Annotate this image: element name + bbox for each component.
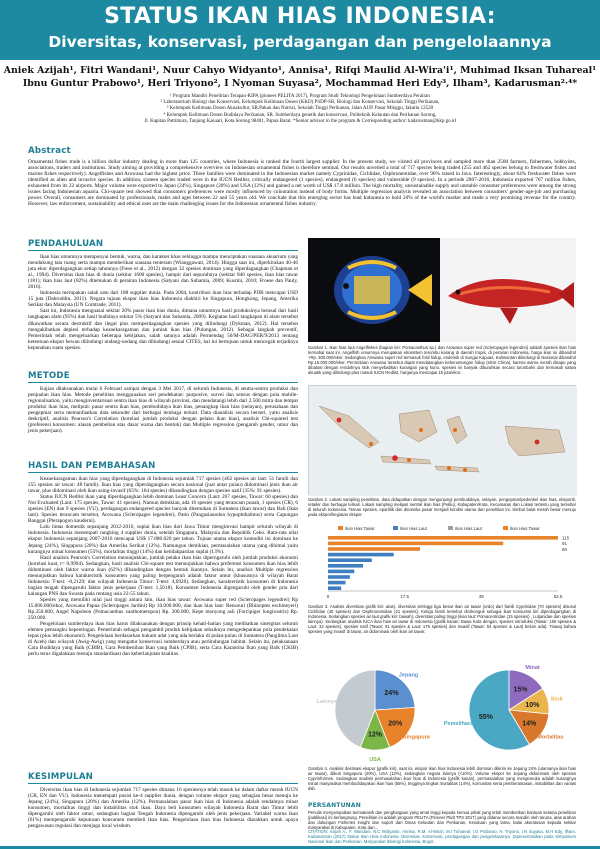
citation-text: CITATION: Azijah A., F. Wandani, N.C Widyanto, Annisa, R.M. Al-Wira'i, M.I Tuhareal, I.G Prabowo, H. Triyono, I.N Suyasa, M.H Edy, Ilham, Kadarusman (2017) Status Ikan Hias Indonesia: Diversitas, konservasi, perdagangan dan pengelolaannya. Dipresentasikan pada Simposium Nasional Ikan dan Perikanan, Masyarakat Iktiologi Indonesia, Bogor. — [308, 829, 576, 844]
hasil-paragraph: Hasil analisis Pearson's Correlation menunjukkan, jumlah pelaku ikan hias diperngaruhi oleh jumlah produksi ekonomi (korelasi kuat, r= 0,9994). Sedangkan, hasil analisis Chi-square test menunjukkan bahwa preferensi konsumen ikan hias lebih didominasi oleh faktor warna ikan (62%) dibandingkan dengan bentuk ikannya. Selain itu, analisis Multiple regression menunjukkan bahwa karakteristik konsumen yang paling berpengaruh adalah faktor umur (khususnya di wilayah Barat Indonesia: T-test: -0,2129; dan wilayah Indonesia Timur: T-test: 4,6920). Sedangkan, karakteristik konsumen di Indonesia bagian tengah dipengaruhi faktor jenis pekerjaan (T-test: 1,5618). Konsumen Indonesia digengaruhi oleh gender pria dari kalangan PNS dan Swasta pada rentang usia 22-55 tahun. — [28, 554, 298, 597]
problems-pie-svg — [442, 655, 576, 765]
data-label: 91 — [562, 541, 568, 547]
section-divider — [28, 472, 298, 473]
hasil-heading: HASIL DAN PEMBAHASAN — [28, 461, 156, 471]
metode-paragraph: Kajian dilaksanakan mulai 6 Februari sampai dengan 3 Mei 2017, di seluruh Indonesia, di sentra-sentra produksi dan penjualan ikan hias. Metode penelitian menggunakan seri pendekatan: purposive, survei dan sensus dengan pola mobile-regionalisation, yaitu menginventarisasi sentra ikan hias di wilayah provinsi, dan mendatangi lebih dari 2.500 mitra dan tempat produksi ikan hias, meliputi: pasar sentra ikan hias, pembudidaya ikan hias, penangkap ikan hias (nelayan), perusahaan dan pengepmar serta memanfaatkan data sekunder dari berbagai lembaga terkait. Data dianalisis secara berseri, yaitu analisis deskriptif, analisis Pearson's Correlation (korelasi jumlah produksi dengan pelaku ikan hias), analisis Chi-squared test (preferensi konsumen: alasan pembelian atas dasar warna dan bentuk) dan Multiple regression (pengaruh gender, umur dan jenis pekerjaan). — [28, 386, 298, 435]
pendahuluan-paragraph: Indonesia merupakan salah satu dari 188 supplier dunia. Pada 2004, kontribusi ikan hias terhadap PDB mencapai USD 15 juta (Dahruddin, 2011). Negara tujuan ekspor ikan hias Indonesia diakhiri ke Singapura, Hongkong, Jepang, Amerika Serikat dan Malaysia (UN Comtrade, 2011). — [28, 290, 298, 309]
angelfish-photo — [308, 238, 440, 342]
bar-chart-svg — [308, 525, 576, 603]
export-pie-chart — [308, 655, 442, 765]
kesimpulan-paragraph: Diversitas ikan hias di Indonesia sejumlah 717 spesies dimana 16 spesiesnya telah masuk ke dalam daftar merah IUCN (CR, EN dan VU). Indonesia menempati posisi ke-4 supplier dunia, dengan volume ekspor yang sebagian besar menuju ke Jepang (24%), Singapura (20%) dan Amerika (12%). Permasalahan pasar ikan hias di Indonesia adalah rendahnya minat konsumen, mortalitas tinggi dan instabilitas stok ikan. Daya beli konsumen wilayah Indonesia Barat dan Timur lebih dipengaruhi oleh faktor umur, sedangkan bagian Tengah Indonesia dipengaruhi oleh jenis pekerjaan. Variabel warna ikan (61%) mempengaruhi keputusan konsumen membeli ikan hias. Pengelolaan ikan hias Indonesia diarahkan untuk upaya pengawasan regulasi dan menjaga local wisdom. — [28, 787, 298, 830]
abstract-text: Ornamental fishes trade is a billion dollar industry dealing in more than 125 countries, where Indonesia is ranked the fourth largest supplier. In the present study, we visited all provinces and sampled more than 2500 farmers, fishermen, hobbyists, associations, traders and institutions. Study aiming at providing a comprehensive overview on Indonesian ornamental fishes is therefore seminal. Our results unveiled a total of 717 species being traded (255 and 462 species belong to freshwater fishes and marine fishes respectively). Angelfishes and Arowana had the highest price. Three families were dominated in the Indonesian market namely Cyprinidae, Cichlidae, Osphronemidae, over 90% raised in Java. Interestingly, about 64% freshwater fishes were identified as alien and invasive species. In addition, sixteen species traded were in the IUCN Redlist, critically endangered (1 species), endangered (6 species) and vulnerable (9 species). In a periode 2007-2016, Indonesia exported 707 million fishes, exhausted from its 22 airports. Major volume were exported to Japan (24%), Singapore (20%) and USA (12%) and gained a net worth of US$ 17.8 million. The high mortality, unsustainable supply and unstable consumer preferences were among the strong issues facing Indonesian aquaria. Chi-square test showed that consumers preferences were mostly influenced by colouration instead of body forms. Multiple regression analysis revealed an association between consumers' gender-age-job and purchasing power. Overall, consumers are dominated by professionals, males and ages between 22 and 55 years old. We conclude that this emerging sector has lead Indonesia to hold 20% of the world's market and made a very promising revenue for the country. However, law enforcement, sustainability and ethical uses are the main challenging issues for the Indonesian ornamental fishes industry. — [28, 159, 576, 208]
pie-category-label: Stok — [550, 696, 563, 703]
pie-value-label: 14% — [522, 720, 537, 728]
author-line-1: Aniek Azijah¹, Fitri Wandani¹, Nuur Cahyo Widyanto¹, Annisa¹, Rifqi Maulid Al-Wira'i¹, Muhimad Iksan Tuhareal¹ — [3, 65, 597, 76]
persantunan-heading: PERSANTUNAN — [308, 802, 361, 809]
affiliation-5: Jl. Kapitan Pattimura, Tanjung Kasuari, Kota Sorong 98401, Papua Barat. *Senior advisor to the program & Corresponding author: kadarusman@kkp.go.id — [144, 118, 456, 124]
legend-swatch — [393, 526, 398, 530]
affiliation-2: ² Laboratorium Biologi dan Konservasi, Kelompok Keilmuan Dosen (KKD) PSDP-SR, Biologi dan Konservasi, Sekolah Tinggi Perikanan, — [160, 100, 440, 106]
export-pie-svg — [308, 655, 442, 765]
angelfish-illustration — [308, 238, 440, 342]
pie-category-label: Minat — [525, 665, 540, 672]
hasil-paragraph: Spesies yang memiliki nilai jual tinggi antara lain, ikan hias tawar: Arowana super red (Scleropages legendrei) Rp 15.000.000/ekor, Arowana Papua (Scleropages Jardini) Rp 10.000.000, dan ikan hias laut: Rensouri (Rhinoptes eschmeyeri) Rp.350.000, Angel Napoleon (Pomacanthus xanthometopon) Rp. 300.000, Kepe monyong asli (Forcipiger longirostris) Rp. 250.000. — [28, 596, 298, 622]
bar — [328, 553, 394, 557]
hasil-paragraph: Pengelolaan sumberdaya ikan hias harus dilaksanakan dengan prinsip kehati-hatian yang melibatkan sinergitas seluruh elemen pemangku kepentingan. Pemerintah sebagai pengambil produk kebijakan sebaiknya mengedepankan pola pendekatan lepas (plus lebih ekonomi). Pengelolaan berdasarkan hukum adat yang ada berlaku di pulau-pulau di Sumatera (Panglima Laot di Aceh) dan wilayah (Awig-Awig) yang mengatur konservasi sumberdaya atau perlindungan habitat. Selain itu, pelaksanaan Cara Budidaya yang Baik (CBIB), Cara Pembenihan Ikan yang Baik (CPIB), serta Cara Karantina Ikan yang Baik (CKIB) perlu terus digalakkan menuju standardisasi dan keberlanjutan kualitas. — [28, 621, 298, 658]
pie-value-label: 15% — [513, 686, 528, 694]
pendahuluan-paragraph: Ikan hias umumnya mempunyai bentuk, warna, dan karakter khas sehingga mampu menciptakan suasana akuarium yang mendukung tata ruang serta mampu memberikan suasana tenteram (Wianggawati, 2014). Hingga saat ini, diperkirakan 40-46 juta ekor diperdagangkan setiap tahunnya (Fiese et al., 2012) dengan 32 spesies dominan yang diperdagangkan (Chapman et al., 1994). Diversitas ikan hias di dunia (sekitar 1600 spesies), hampir dari sepuruhnya (sekitar 846 spesies, ikan hias tawar (181); ikan hias laut (82%) ditemukan di perairan Indonesia (Satyani dan Subamia, 2009; Kusrini, 2010; Froese dan Pauly, 2016). — [28, 254, 298, 291]
figure4-caption: Gambar 4. Analisis destinasi ekspor (grafik kiri), saat ini, ekspor ikan hias Indonesia lebih dominan dikirim ke Jepang 24% (utamanya ikan hias air tawar), diikuti Singapura (20%), USA (12%), sedangkan negara lainnya (<10%). Volume ekspor ke Jepang didominasi oleh spesies Cyprinformes. Sedangkan analisis permasalahan ikan hias di Indonesia (grafik kanan), permasalahan yang mengemuka adalah kurangnya minat masyarakat membudidayakan ikan hias (55%), tingginya tingkat mortalitas (14%), komunitas serta pemberantasan, instabilitas dan variasi dsb. — [308, 766, 576, 791]
legend-swatch — [338, 526, 343, 530]
pie-value-label: 55% — [478, 713, 493, 721]
kesimpulan-heading: KESIMPULAN — [28, 772, 94, 782]
figure1-caption: Gambar 1. Ikan hias laut Angelfishes (bagian kiri: Pomacanthus sp.) dan Arowana super red (Scleropages legendrei) adalah spesies ikan hias termahal saat ini. Angelfish umumnya merupakan ekosistem terumbu karang di daerah tropis, di perairan Indonesia, harga ikan ini dibandrol +Rp. 300.000/ekor. Sedangkan Arowana super red termasuk fosil hidup, endemik di Sungai Kapuas, Kalimantan dilindungi di Nasional dibandrol Rp.15.000.000/ekor. Permintaan Arowana tersebut dapat mendatangkan keberuntungan hidup (etnis China), karena warna merah disapu yang dibatasi dengan rendahnya stok menyebabkan kurangan yang kuno, spesies ini banyak diburuhkan secara turunbahs dan termasuk satwa akuatik yang dilindungi plus masuk IUCN Redlist, harganya mencapai 15 juta/ekor. — [308, 345, 576, 375]
abstract-heading: Abstract — [28, 146, 71, 156]
legend-label: Ikan Hias Tawar — [345, 526, 375, 531]
bar — [328, 547, 420, 551]
bar — [328, 536, 558, 540]
problems-pie-chart — [442, 655, 576, 765]
bar — [328, 542, 503, 546]
pendahuluan-paragraph: Saat ini, Indonesia menguasai sekitar 20% pasar ikan hias dunia, dimana umumnya hasil produksinya berasal dari hasil tangkapan alam (95%) dan hasil budidaya sekitar 5% (Satyani dan Subamia, 2009). Kegiatan hasil tangkapan di alam tersebut dikawatkan secara destruktif dan ilegal plus memperdagangkan spesies yang dilindungi (Dykman, 2012). Hal tersebut mengakibatkan deplesi terhadap keanekaragaman dan jumlah ikan hias (Pulungan, 2012). Sebagai langkah preventif, Pemerintah telah mengeluarkan beberapa kebijakan, salah satunya adalah Permendag 50/M-DAG/PER/9/2013 tentang ketentuan ekspor hewan dilindungi undang-undang dan dilindungi sesuai CITES, hal ini bertujuan untuk mencegah terjadinya kepunahan suatu spesies. — [28, 308, 298, 351]
pie-value-label: 20% — [388, 720, 403, 728]
indonesia-map-drawing — [309, 386, 577, 496]
x-tick-label: 0 — [326, 594, 330, 599]
bar — [328, 586, 341, 590]
hasil-paragraph: Lalu lintas domestik sepanjang 2012-2016, suplai ikan hias dari Jawa Timur mengimvasi hampir seluruh wilayah di Indonesia. Indonesia menempati rangking 4 supplier dunia, setelah Singapura, Malaysia dan Republik Ceko. Rata-rata nilai ekspor Indonesia sepanjang 2007-2016 mencapai US$ 17.880.620 per tahun. Tujuan utama ekspor komoditi ini dominan ke Jepang (24%), Singapura (20%) dan Amerika Serikat (12%). Namungun demikian, permasalahan utama yang dihimai yaitu kurangnya minat konsumen (55%), mortalitas tinggi (14%) dan ketidakpastian suplai (13%). — [28, 524, 298, 555]
poster-subtitle: Diversitas, konservasi, perdagangan dan pengelolaannya — [48, 33, 552, 51]
x-tick-label: 52.5 — [553, 594, 563, 599]
indonesia-map — [308, 385, 576, 495]
bar — [328, 581, 346, 585]
legend-label: Ikan Hias Laut — [455, 526, 482, 531]
legend-swatch — [448, 526, 453, 530]
pie-category-label: Lainnya — [316, 698, 338, 705]
author-line-2: Ibnu Guntur Prabowo¹, Heri Triyono², I Nyoman Suyasa², Mochammad Heri Edy³, Ilham³, Kadarusman²·⁴* — [22, 78, 578, 89]
metode-heading: METODE — [28, 371, 70, 381]
section-divider — [28, 382, 298, 383]
bar — [328, 558, 372, 562]
legend-swatch — [503, 526, 508, 530]
pie-value-label: 24% — [384, 690, 399, 698]
bar — [328, 564, 363, 568]
hasil-paragraph: Status IUCN Redlist ikan yang diperdagangkan lebih dominan Least Concern (Laut: 267 spesies, Tawar: 60 spesies) dan Not Evaluated (Laut: 175 spesies, Tawar: 41 spesies). Namun demikian, ada 16 spesies yang terancam punah, 1 spesies (CR), 6 spesies (EN) dan 9 spesies (VU), perdagangan endangered species banyak ditemukan di Sumatera (ikan tawar) dan Bali (ikan laut). Spesies terancam tersebut, Arowana (Scleropages legendrei), Patin (Pangasianodon hypophthalmus) serta Capungan Banggai (Pterapogon kauderni). — [28, 494, 298, 525]
author-list — [0, 64, 600, 90]
pendahuluan-heading: PENDAHULUAN — [28, 239, 104, 249]
bar — [328, 575, 350, 579]
persantunan-text: Penulis menyampaikan terimakasih dan penghargaan yang amat tinggi kepada semua pihak yang telah memberikan bantuan selama penelitian (publikasi) ini berlangsung. Penelitian ini adalah program PELITA (Pioneer Pkdt TPS 2017) yang didanai secara mandiri oleh taruna, atas arahan dan dukungan Fisheries insight dan suport dari Dinas Kelautan dan Perikanan, Kesatuan yang lama, balai akeratusan kepada sekitar masyarakat di Kabupaten, Kota dan... — [308, 810, 577, 830]
section-divider — [28, 250, 298, 251]
affiliation-1: ¹ Program Mandiri Penelitian Terapan-KIPA (pioneer PELITA 2017), Program Studi Teknologi Pengelolaan Sumberdaya Perairan — [170, 94, 430, 99]
x-tick-label: 17.5 — [400, 594, 410, 599]
figure3-caption: Gambar 3. Analisis diversitas grafik kiri: atas), diversitas tertinggi tiga besar ikan air tawar (ordo) dari famili Cyprinidae (70 spesies) disusul Cichlidae (40 spesies) dan Osphronemidae (21 spesies). Ketiga famili tersebut dirokonguk sebagai ikan konsumsi kiri diperdagangkan di Indonesia. Sedangkan spesies air laut grafik kiri: bawah), diversitas paling tinggi (ikan laut: Pomacentridae (15 spesies) , Lutjanidae dan spesies lainnya). Sedangkan analisis IUCA ikan hias air tawar di Indonesia (grafik kanan: Bawa Kota dengan, spesies introduksi (Tawar: 155 spesies & Laut: 32 spesies), spesies natif (Tawar: 91 spesies & Laut: 175 spesies) dan invasif (Tawar: 54 spesies & Laut) belum ada). Tinaaq bahwa spesies yang invasif di tawar, air didominasi oleh ikan air tawar. — [308, 604, 576, 634]
diversity-bar-chart — [308, 525, 576, 603]
figure2-caption: Gambar 2. Lokasi sampling penelitian, data didapatkan dengan mengunjungi pembudidaya, nelayan, pengepmar/pedenkel ikan hias, eksportir, retailer dan berbagai terkait. Lokasi sampling meliputi sentral ikan hias (Pelilu), Kabupaten/Kota, Kecamatan dan Lokasi tertentu yang tersebar di seluruh Indonesia. Teman spesies, eparlitik dan dinamika pasar menjadi kondisi utama dari penelitian ini. Simbol bulat merah besar menuju pada ekspor/kegiatan ekspor. — [308, 497, 576, 517]
poster-title: STATUS IKAN HIAS INDONESIA: — [104, 4, 496, 29]
affiliation-4: ⁴ Kelompok Keilmuan Dosen Budidaya Perikanan, SR. Sumberdaya genetik dan konservasi, Politeknik Kelautan dan Perikanan Sorong, — [163, 112, 437, 118]
pie-value-label: 10% — [525, 701, 540, 709]
pie-value-label: 12% — [367, 731, 383, 739]
pie-category-label: Pemeliharaan — [443, 720, 480, 727]
hasil-body — [28, 476, 298, 657]
data-label: 60 — [562, 546, 568, 552]
kesimpulan-body — [28, 787, 298, 829]
hasil-paragraph: Keanekaragaman ikan hias yang diperdagangkan di Indonesia sejumlah 717 spesies (462 spesies air laut: 51 famili dan 255 spesies air tawar: 48 famili). Ikan hias yang diperdagangkan secara nasional (jual antar pulau) didominasi jenis ikan air tawar, plus didominasi oleh ikan asing-invasif (65%: 164 spesies) dibandingkan dengan spesies natif (35%: 91 spesies). — [28, 476, 298, 495]
pie-category-label: Singapura — [402, 734, 430, 741]
bar — [328, 570, 354, 574]
data-label: 115 — [562, 535, 570, 541]
metode-body — [28, 386, 298, 434]
pendahuluan-body — [28, 254, 298, 351]
legend-label: Ikan Hias Laut — [400, 526, 427, 531]
section-divider — [28, 783, 298, 784]
legend-label: Ikan Hias Tawar — [510, 526, 540, 531]
affiliation-3: ³ Kelompok Keilmuan Dosen Akuakultur, SR.Pakan dan Nutrisi, Sekolah Tinggi Perikanan, Jalan AUP. Pasar Minggu, Jakarta 12520 — [166, 106, 434, 112]
arowana-illustration — [440, 238, 576, 342]
pie-category-label: Jepang — [398, 672, 419, 679]
affiliations — [0, 94, 600, 125]
pie-category-label: Mortalitas — [537, 734, 564, 741]
title-banner — [0, 0, 600, 60]
arowana-photo — [440, 238, 576, 342]
pie-category-label: USA — [369, 757, 381, 763]
x-tick-label: 35 — [478, 594, 484, 599]
